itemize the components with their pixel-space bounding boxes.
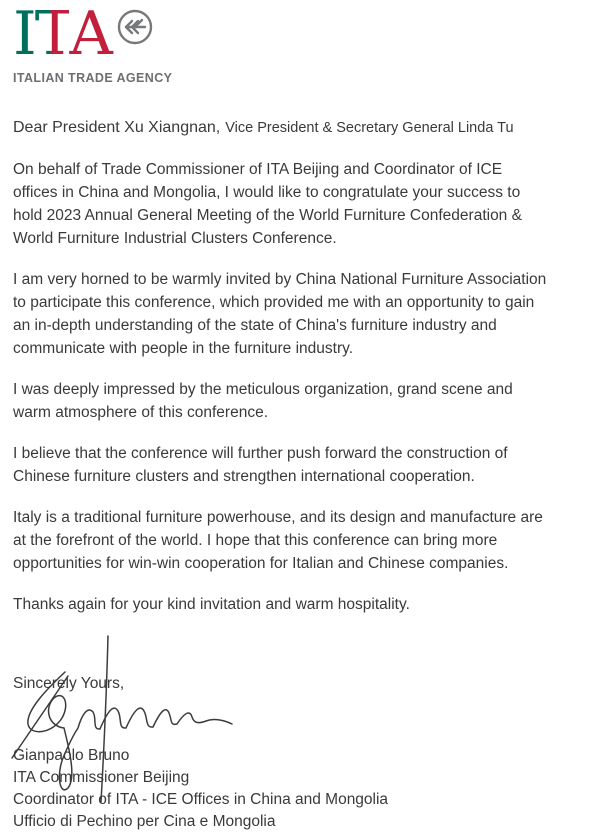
letter-paragraph — [13, 593, 600, 616]
signer-name: Gianpaolo Bruno — [13, 747, 130, 764]
ita-letter-a: A — [69, 0, 111, 69]
paragraph-line: On behalf of Trade Commissioner of ITA Beijing and Coordinator of ICE — [13, 161, 503, 178]
signer-title-3: Ufficio di Pechino per Cina e Mongolia — [13, 813, 276, 830]
agency-tagline: ITALIAN TRADE AGENCY — [13, 71, 173, 85]
paragraph-line: World Furniture Industrial Clusters Conference. — [13, 230, 337, 247]
letter-paragraph — [13, 268, 600, 360]
ita-letter-t: T — [34, 0, 70, 69]
letter-body — [0, 116, 600, 833]
letter-paragraph — [13, 378, 600, 424]
letter-paragraph — [13, 158, 600, 250]
ita-wordmark — [13, 0, 111, 69]
paragraph-line: I am very horned to be warmly invited by China National Furniture Association — [13, 271, 547, 288]
salutation-recipient: Dear President Xu Xiangnan, — [13, 119, 221, 136]
paragraph-line: at the forefront of the world. I hope that this conference can bring more — [13, 532, 498, 549]
paragraph-line: hold 2023 Annual General Meeting of the World Furniture Confederation & — [13, 207, 522, 224]
ita-circle-arrows-icon — [116, 8, 154, 46]
paragraph-line: to participate this conference, which provided me with an opportunity to gain — [13, 294, 535, 311]
signer-title-2: Coordinator of ITA - ICE Offices in China and Mongolia — [13, 791, 389, 808]
signer-title-1: ITA Commissioner Beijing — [13, 769, 190, 786]
closing-line: Sincerely Yours, — [13, 675, 125, 692]
paragraph-line: opportunities for win-win cooperation for Italian and Chinese companies. — [13, 555, 509, 572]
ita-letter-i: I — [13, 0, 35, 69]
paragraph-line: Italy is a traditional furniture powerhouse, and its design and manufacture are — [13, 509, 543, 526]
paragraph-line: Chinese furniture clusters and strengthen international cooperation. — [13, 468, 475, 485]
paragraph-line: I believe that the conference will further push forward the construction of — [13, 445, 508, 462]
letter-paragraph — [13, 442, 600, 488]
signature-block — [13, 745, 600, 833]
ita-logo — [0, 0, 600, 86]
paragraph-line: warm atmosphere of this conference. — [13, 404, 269, 421]
letter-paragraph — [13, 506, 600, 575]
paragraph-line: Thanks again for your kind invitation and warm hospitality. — [13, 596, 410, 613]
paragraph-line: I was deeply impressed by the meticulous organization, grand scene and — [13, 381, 513, 398]
paragraph-line: communicate with people in the furniture industry. — [13, 340, 354, 357]
salutation-secondary-recipient: Vice President & Secretary General Linda Tu — [225, 120, 514, 136]
paragraph-line: an in-depth understanding of the state of China's furniture industry and — [13, 317, 497, 334]
salutation — [13, 116, 600, 140]
paragraph-line: offices in China and Mongolia, I would like to congratulate your success to — [13, 184, 521, 201]
